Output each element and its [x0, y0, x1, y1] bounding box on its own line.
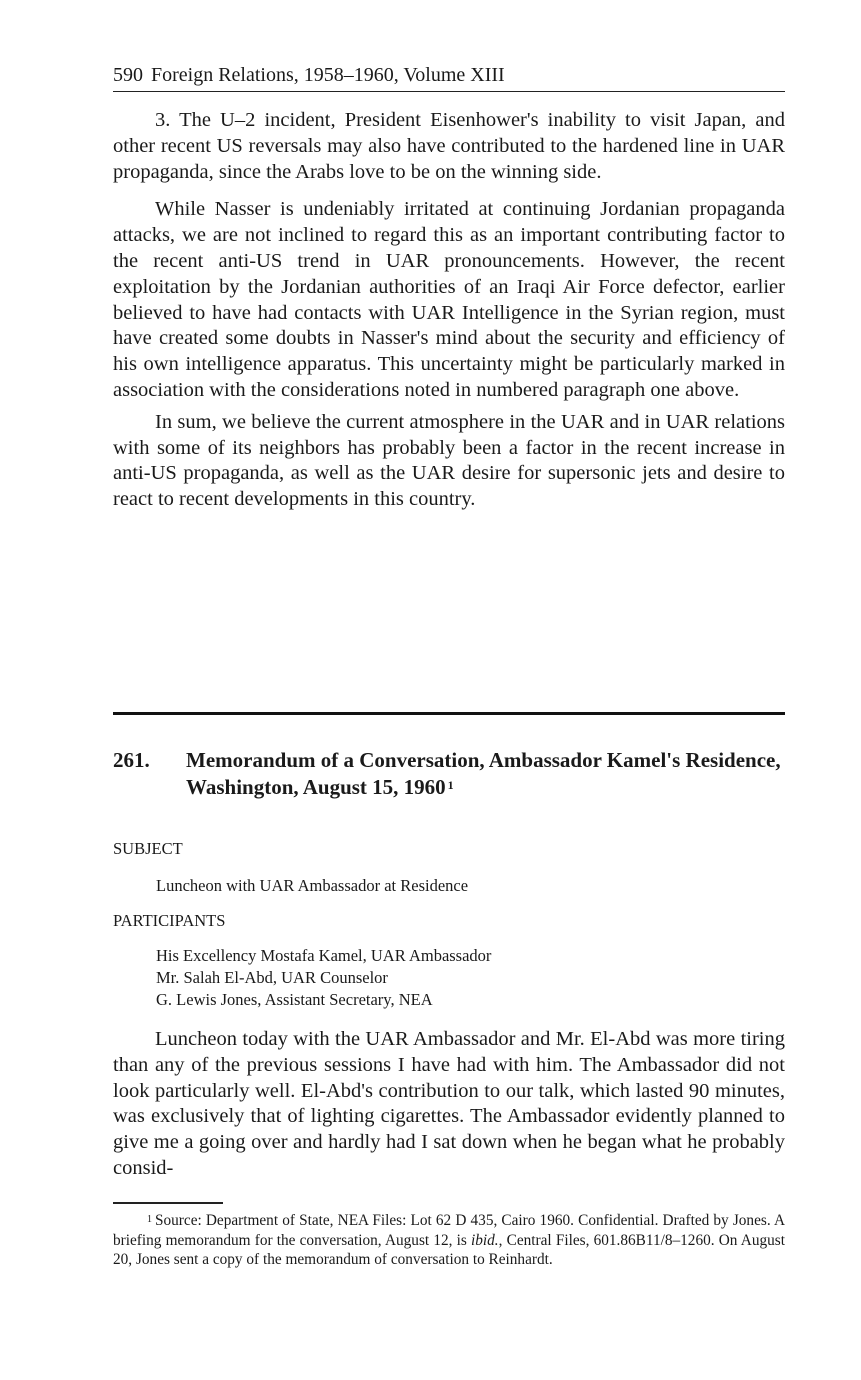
running-head	[113, 62, 785, 92]
footnote-ibid: ibid.	[471, 1231, 499, 1249]
participant-item: His Excellency Mostafa Kamel, UAR Ambassador	[156, 946, 492, 965]
memo-metadata	[113, 838, 785, 1011]
volume-title: Foreign Relations, 1958–1960, Volume XIII	[151, 64, 505, 86]
page-number: 590	[113, 64, 143, 86]
footnote	[113, 1211, 785, 1270]
page	[113, 62, 785, 1268]
paragraph-3: 3. The U–2 incident, President Eisenhower's inability to visit Japan, and other recent US reversals may also have contributed to the hardened line in UAR propaganda, since the Arabs love to be on the winning side.	[113, 109, 785, 183]
document-number: 261.	[113, 748, 150, 772]
participant-item: Mr. Salah El-Abd, UAR Counselor	[156, 968, 388, 987]
footnote-divider	[113, 1202, 223, 1204]
participant-item: G. Lewis Jones, Assistant Secretary, NEA	[156, 990, 433, 1009]
section-divider	[113, 712, 785, 715]
subject-label: SUBJECT	[113, 839, 183, 858]
document-heading	[113, 747, 785, 801]
participants-label: PARTICIPANTS	[113, 911, 226, 930]
subject-value: Luncheon with UAR Ambassador at Residence	[156, 876, 469, 895]
memo-body	[113, 1027, 785, 1182]
footnote-text-a: Source: Department of State, NEA Files: Lot 62 D 435, Cairo 1960. Confidential. Drafted by Jones. A briefing memorandum for the conversation, August 12, is	[113, 1212, 785, 1249]
paragraph-luncheon: Luncheon today with the UAR Ambassador and Mr. El-Abd was more tiring than any of the previous sessions I have had with him. The Ambassador did not look particularly well. El-Abd's contribution to our talk, which lasted 90 minutes, was exclusively that of lighting cigarettes. The Ambassador evidently planned to give me a going over and hardly had I sat down when he began what he probably consid-	[113, 1028, 785, 1179]
footnote-ref: 1	[447, 778, 454, 792]
footnote-marker: 1	[147, 1214, 152, 1225]
paragraph-in-sum: In sum, we believe the current atmosphere in the UAR and in UAR relations with some of its neighbors has probably been a factor in the recent increase in anti-US propaganda, as well as the UAR desire for supersonic jets and desire to react to recent developments in this country.	[113, 410, 785, 511]
document-title: Memorandum of a Conversation, Ambassador Kamel's Residence, Washington, August 15, 1960	[186, 748, 781, 799]
footnote-text-b: , Central Files, 601.86B11/8–1260. On August 20, Jones sent a copy of the memorandum of conversation to Reinhardt.	[113, 1231, 785, 1268]
continued-text	[113, 108, 785, 513]
paragraph-nasser: While Nasser is undeniably irritated at continuing Jordanian propaganda attacks, we are not inclined to regard this as an important contributing factor to the recent anti-US trend in UAR pronouncements. However, the recent exploitation by the Jordanian authorities of an Iraqi Air Force defector, earlier believed to have had contacts with UAR Intelligence in the Syrian region, must have created some doubts in Nasser's mind about the security and efficiency of his own intelligence apparatus. This uncertainty might be particularly marked in association with the considerations noted in numbered paragraph one above.	[113, 198, 785, 401]
